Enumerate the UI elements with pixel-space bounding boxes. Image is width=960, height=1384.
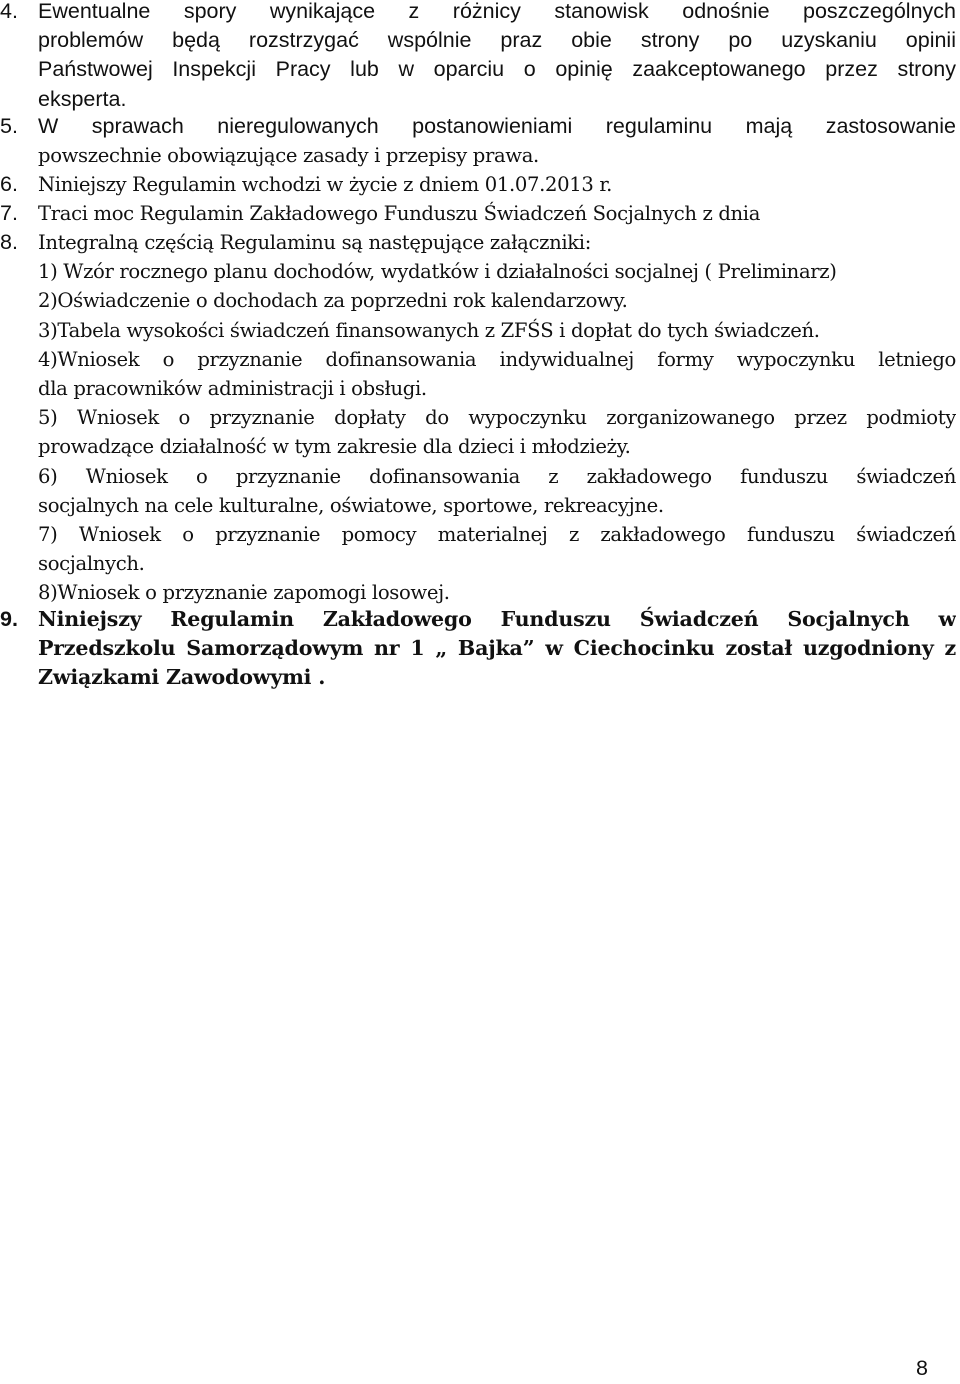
item-number: 5. — [0, 114, 18, 138]
attachment-4-cont: dla pracowników administracji i obsługi. — [38, 376, 427, 400]
item-number: 6. — [0, 172, 18, 196]
attachment-6-cont: socjalnych na cele kulturalne, oświatowe, sportowe, rekreacyjne. — [38, 493, 664, 517]
attachment-7-cont: socjalnych. — [38, 552, 145, 576]
text-line: Traci moc Regulamin Zakładowego Funduszu Świadczeń Socjalnych z dnia — [38, 202, 761, 225]
text-line: Ewentualne spory wynikające z różnicy stanowisk odnośnie poszczególnych — [38, 0, 956, 23]
text-line: Niniejszy Regulamin wchodzi w życie z dniem 01.07.2013 r. — [38, 173, 613, 196]
text-line: powszechnie obowiązujące zasady i przepisy prawa. — [38, 144, 539, 168]
item-text — [38, 605, 956, 693]
text-line: Państwowej Inspekcji Pracy lub w oparciu o opinię zaakceptowanego przez strony — [38, 57, 956, 82]
attachment-7: 7) Wniosek o przyznanie pomocy materialnej z zakładowego funduszu świadczeń — [38, 522, 956, 546]
item-text — [38, 0, 956, 114]
text-line: Integralną częścią Regulaminu są następujące załączniki: — [38, 231, 591, 254]
attachment-1: 1) Wzór rocznego planu dochodów, wydatków i działalności socjalnej ( Preliminarz) — [38, 260, 837, 284]
attachment-8: 8)Wniosek o przyznanie zapomogi losowej. — [38, 581, 450, 605]
text-line: Związkami Zawodowymi . — [38, 665, 326, 690]
item-text — [38, 112, 956, 170]
text-line: problemów będą rozstrzygać wspólnie praz obie strony po uzyskaniu opinii — [38, 28, 956, 53]
item-number: 9. — [0, 607, 18, 631]
item-text — [38, 199, 956, 228]
text-line: eksperta. — [38, 86, 127, 111]
text-line: W sprawach nieregulowanych postanowieniami regulaminu mają zastosowanie — [38, 114, 956, 138]
item-number: 7. — [0, 201, 18, 225]
attachment-3: 3)Tabela wysokości świadczeń finansowanych z ZFŚS i dopłat do tych świadczeń. — [38, 318, 820, 342]
text-line: Przedszkolu Samorządowym nr 1 „ Bajka” w Ciechocinku został uzgodniony z — [38, 636, 956, 661]
attachment-4: 4)Wniosek o przyznanie dofinansowania indywidualnej formy wypoczynku letniego — [38, 347, 956, 371]
attachment-6: 6) Wniosek o przyznanie dofinansowania z zakładowego funduszu świadczeń — [38, 464, 956, 488]
item-number: 4. — [0, 0, 18, 23]
attachment-5-cont: prowadzące działalność w tym zakresie dla dzieci i młodzieży. — [38, 435, 631, 459]
item-text — [38, 228, 956, 607]
text-line: Niniejszy Regulamin Zakładowego Funduszu Świadczeń Socjalnych w — [38, 607, 956, 631]
attachment-2: 2)Oświadczenie o dochodach za poprzedni rok kalendarzowy. — [38, 289, 628, 313]
page-number: 8 — [916, 1356, 928, 1380]
item-text — [38, 170, 956, 199]
attachment-5: 5) Wniosek o przyznanie dopłaty do wypoczynku zorganizowanego przez podmioty — [38, 406, 956, 430]
item-number: 8. — [0, 230, 18, 254]
